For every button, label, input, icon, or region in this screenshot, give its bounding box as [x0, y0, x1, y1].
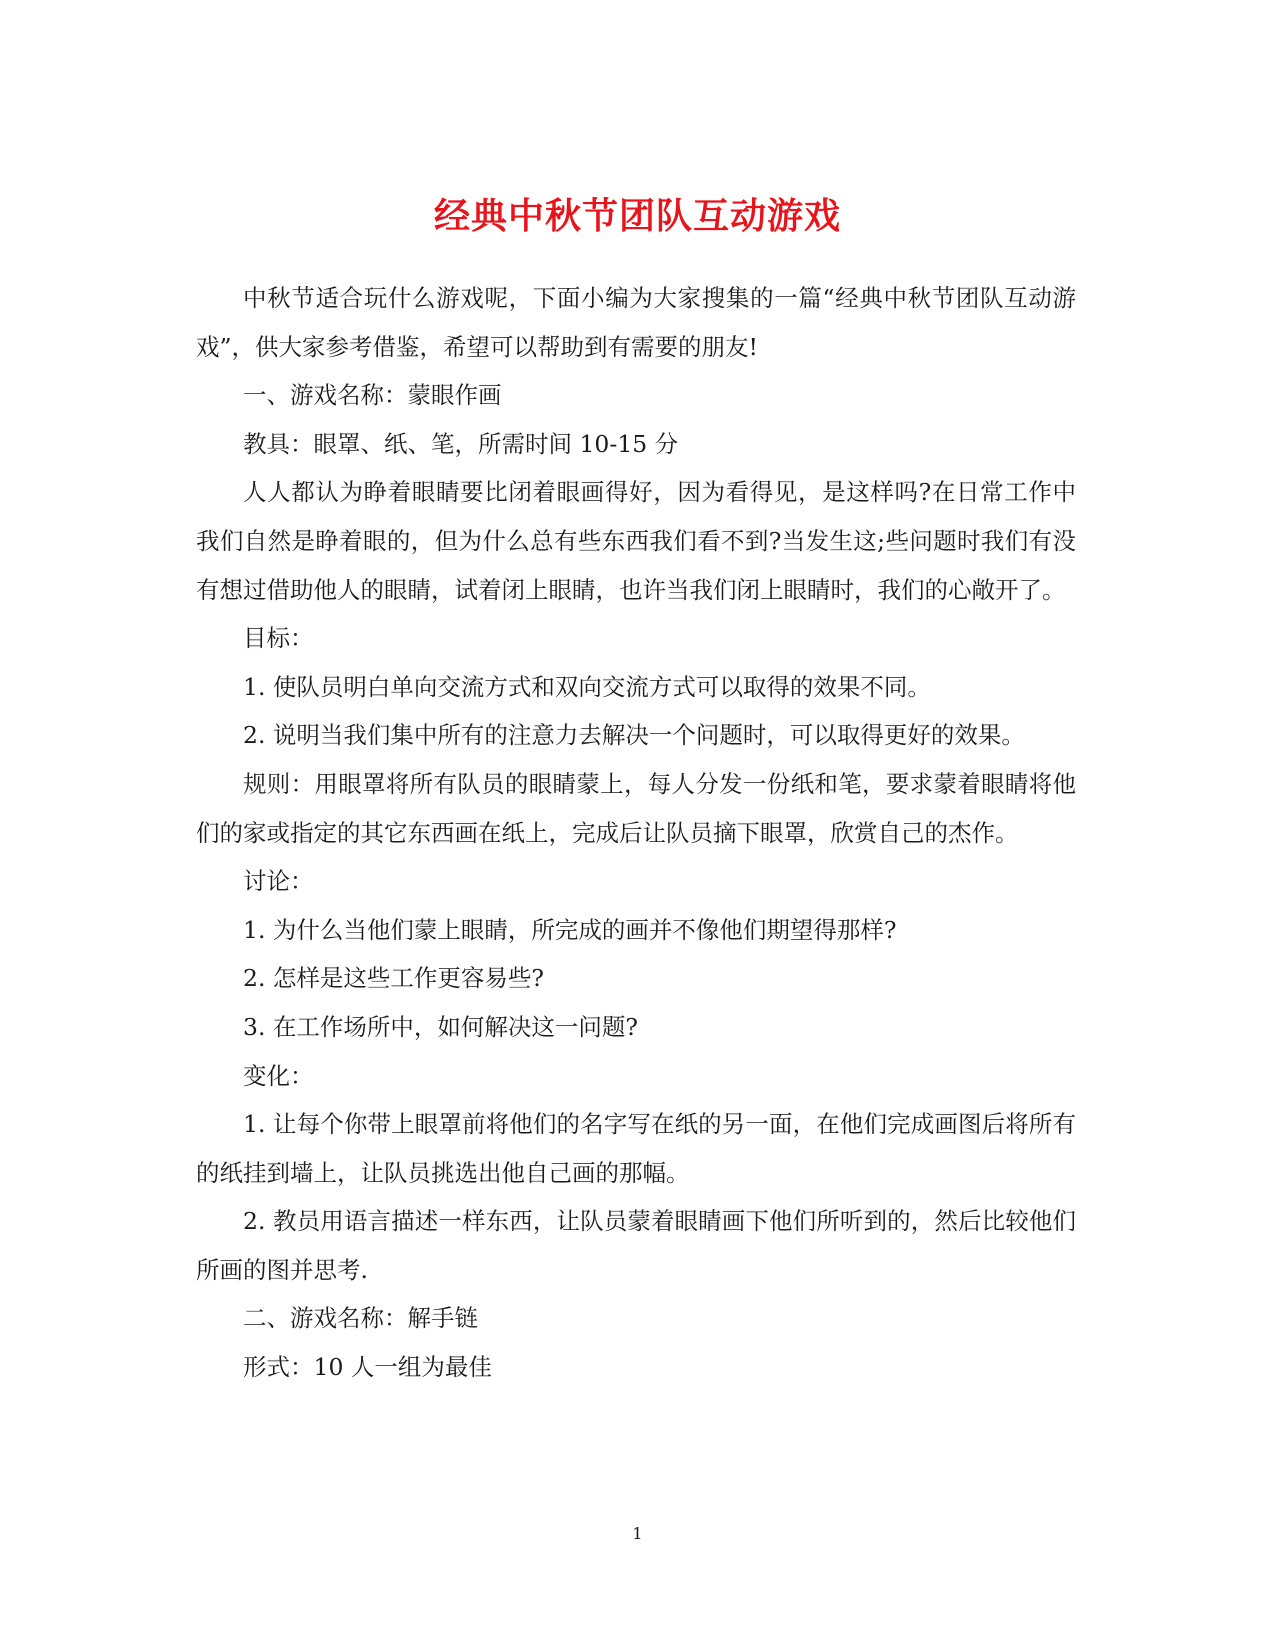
- paragraph-discussion-2: 2. 怎样是这些工作更容易些?: [243, 964, 544, 993]
- paragraph-game1-tools: 教具：眼罩、纸、笔，所需时间 10-15 分: [243, 429, 679, 458]
- paragraph-game1-name: 一、游戏名称：蒙眼作画: [243, 381, 502, 410]
- paragraph-goal-1: 1. 使队员明白单向交流方式和双向交流方式可以取得的效果不同。: [243, 672, 931, 701]
- paragraph-game2-format: 形式：10 人一组为最佳: [243, 1353, 492, 1382]
- page-number: 1: [632, 1524, 643, 1543]
- paragraph-goal-heading: 目标：: [243, 624, 314, 653]
- paragraph-discussion-heading: 讨论：: [243, 867, 314, 896]
- paragraph-discussion-3: 3. 在工作场所中，如何解决这一问题?: [243, 1012, 638, 1041]
- paragraph-goal-2: 2. 说明当我们集中所有的注意力去解决一个问题时，可以取得更好的效果。: [243, 721, 1025, 750]
- paragraph-intro: 中秋节适合玩什么游戏呢，下面小编为大家搜集的一篇“经典中秋节团队互动游戏”，供大家参考借鉴，希望可以帮助到有需要的朋友!: [196, 284, 1076, 361]
- paragraph-variation-1: 1. 让每个你带上眼罩前将他们的名字写在纸的另一面，在他们完成画图后将所有的纸挂到墙上，让队员挑选出他自己画的那幅。: [196, 1110, 1076, 1187]
- document-title: 经典中秋节团队互动游戏: [433, 195, 841, 238]
- paragraph-variation-2: 2. 教员用语言描述一样东西，让队员蒙着眼睛画下他们所听到的，然后比较他们所画的图并思考.: [196, 1207, 1076, 1284]
- document-body: [196, 274, 1076, 1392]
- paragraph-game1-description: 人人都认为睁着眼睛要比闭着眼画得好，因为看得见，是这样吗?在日常工作中我们自然是睁着眼的，但为什么总有些东西我们看不到?当发生这;些问题时我们有没有想过借助他人的眼睛，试着闭上眼睛，也许当我们闭上眼睛时，我们的心敞开了。: [196, 478, 1076, 604]
- paragraph-game2-name: 二、游戏名称：解手链: [243, 1304, 478, 1333]
- paragraph-rules: 规则：用眼罩将所有队员的眼睛蒙上，每人分发一份纸和笔，要求蒙着眼睛将他们的家或指定的其它东西画在纸上，完成后让队员摘下眼罩，欣赏自己的杰作。: [196, 769, 1076, 847]
- paragraph-variation-heading: 变化：: [243, 1061, 314, 1090]
- paragraph-discussion-1: 1. 为什么当他们蒙上眼睛，所完成的画并不像他们期望得那样?: [243, 915, 897, 944]
